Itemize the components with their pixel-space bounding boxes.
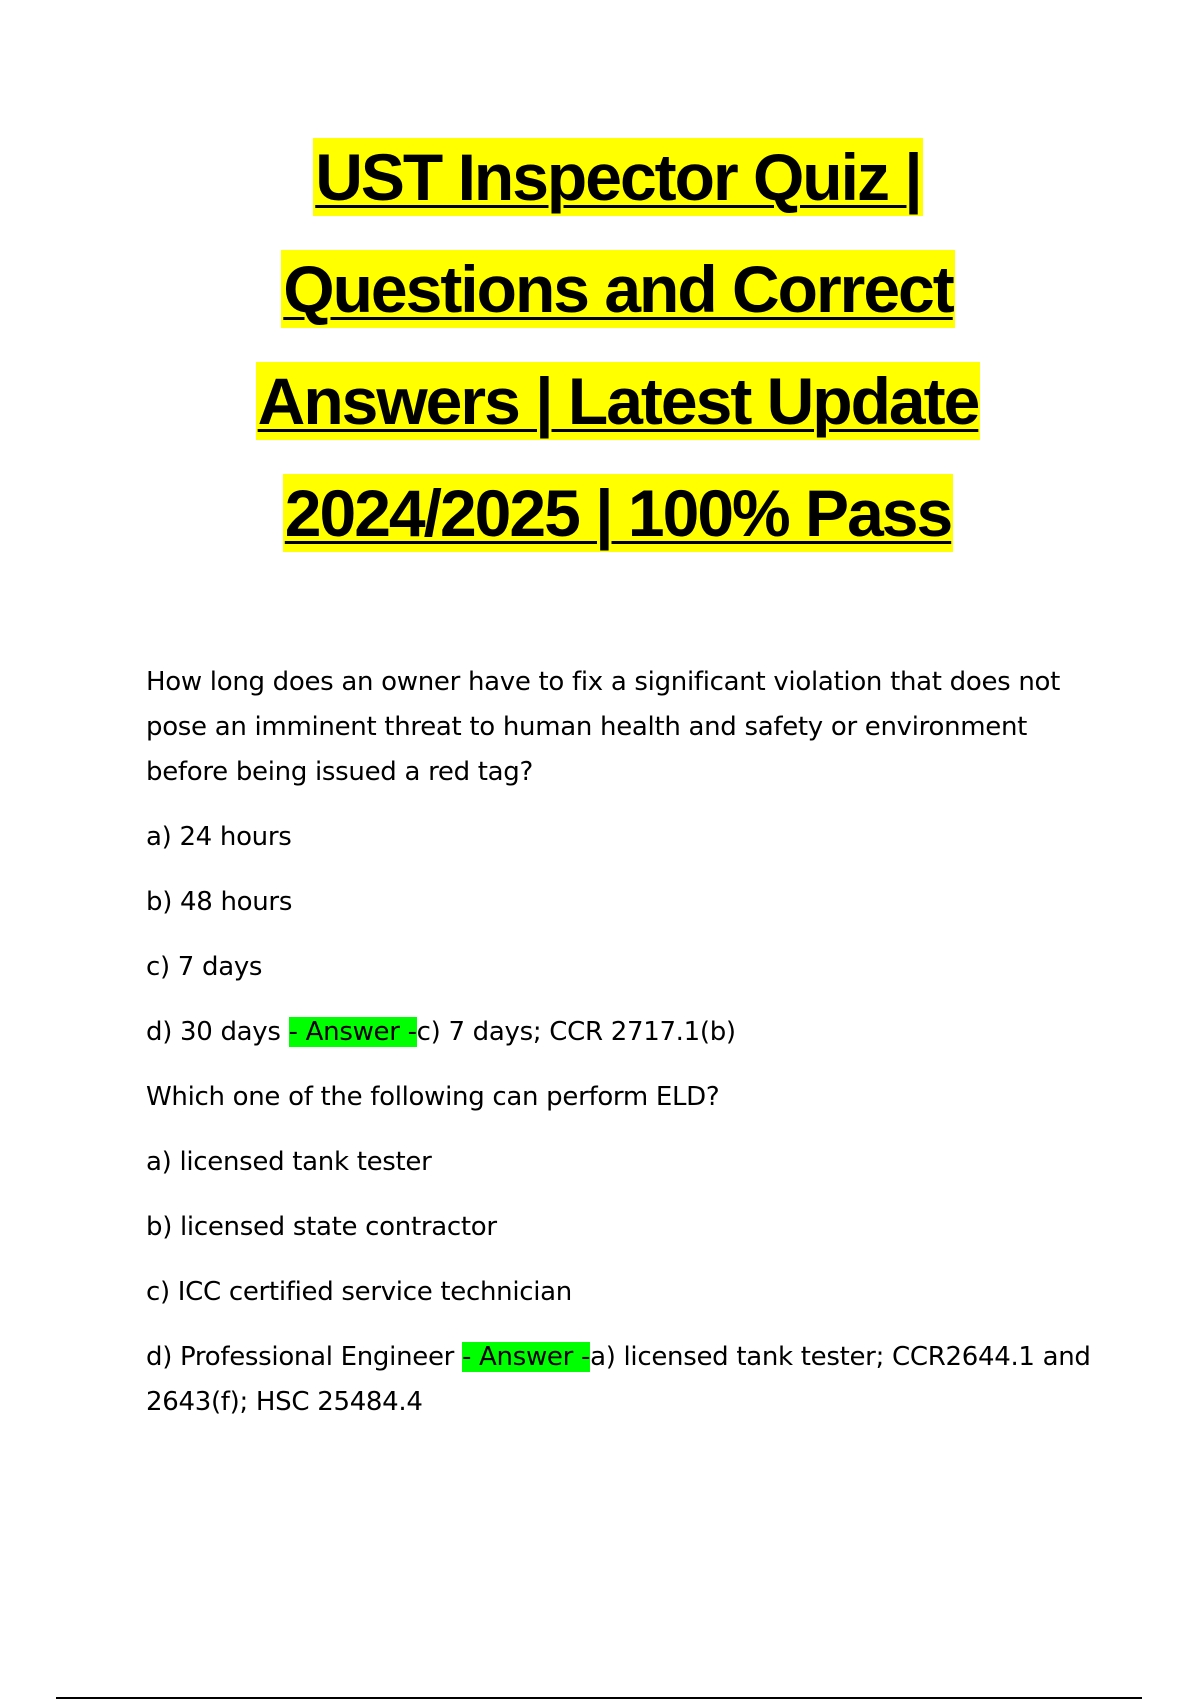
question-2-option-d: d) Professional Engineer xyxy=(146,1342,462,1372)
quiz-content xyxy=(146,660,1106,1445)
question-2-option-a: a) licensed tank tester xyxy=(146,1147,432,1177)
answer-marker: - Answer - xyxy=(462,1342,591,1372)
document-title xyxy=(0,138,1200,586)
title-line-2: Questions and Correct xyxy=(283,252,953,326)
question-2-option-b: b) licensed state contractor xyxy=(146,1212,497,1242)
question-1-option-b: b) 48 hours xyxy=(146,887,293,917)
question-2-text: Which one of the following can perform ELD? xyxy=(146,1082,720,1112)
question-2-option-c: c) ICC certified service technician xyxy=(146,1277,572,1307)
question-2-answer: a) licensed tank tester; CCR2644.1 and 2643(f); HSC 25484.4 xyxy=(146,1342,1091,1417)
title-line-3: Answers | Latest Update xyxy=(257,364,979,438)
question-1-option-d: d) 30 days xyxy=(146,1017,289,1047)
question-1-option-d-with-answer xyxy=(146,1010,1106,1055)
title-line-1: UST Inspector Quiz | xyxy=(315,140,921,214)
question-1-text: How long does an owner have to fix a significant violation that does not pose an imminent threat to human health and safety or environment before being issued a red tag? xyxy=(146,667,1061,787)
question-2-option-d-with-answer xyxy=(146,1335,1106,1425)
question-1-answer: c) 7 days; CCR 2717.1(b) xyxy=(416,1017,736,1047)
question-1-option-c: c) 7 days xyxy=(146,952,263,982)
footer-divider xyxy=(56,1697,1142,1699)
answer-marker: - Answer - xyxy=(288,1017,417,1047)
title-line-4: 2024/2025 | 100% Pass xyxy=(284,476,952,550)
question-1-option-a: a) 24 hours xyxy=(146,822,292,852)
